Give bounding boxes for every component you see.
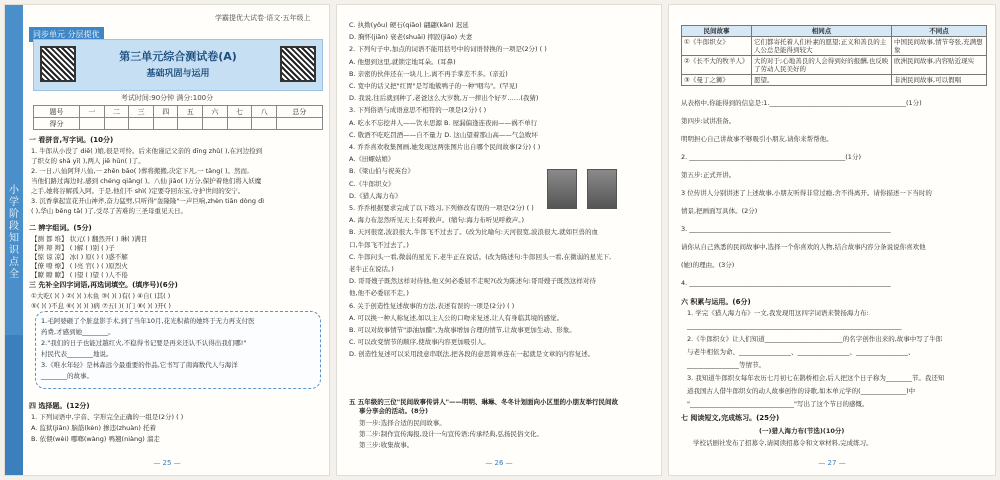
step-line: 第一步:选择合适的民间故事。 xyxy=(359,419,446,427)
choice-line: A. 监狱(jiān) 脑筋(kèn) 掺违(zhuàn) 托着 xyxy=(31,424,156,432)
score-entry-cell[interactable] xyxy=(153,118,178,130)
score-entry-cell[interactable] xyxy=(203,118,228,130)
accumulation-line: "________________________________"写出了这个节日的感慨。 xyxy=(687,400,869,408)
accumulation-line: 2.《牛郎织女》让人们知道________________________的名字创作出来的,故事中写了牛郎 xyxy=(687,335,943,343)
page-number: — 26 — xyxy=(485,459,513,467)
table-cell: 它们都寄托着人们朴素的愿望;正义和善良的主人公总是能得到较大 xyxy=(752,37,892,56)
score-header-cell: 五 xyxy=(178,106,203,118)
story-illustration-2 xyxy=(587,169,617,209)
score-entry-cell[interactable] xyxy=(276,118,322,130)
step-line: 第二步:制作宣传海报,设计一句宣传语;传承经典,弘扬民俗文化。 xyxy=(359,430,544,438)
table-cell: 大的对于;心地善良的人会得到好的报酬,也反映了劳动人民美好的 xyxy=(752,56,892,75)
box-sentence-line: 2."我们的日子也能过越红火,不稳得书记要是再来还认不认得出我们哪!" xyxy=(41,339,247,347)
choice-line: 1. 下列词语中,字音、字形完全正确的一组是(2分) ( ) xyxy=(31,413,184,421)
section-5-heading: 五 五年级的三位"民间故事传讲人"——明明、琳琳、冬冬计划面向小区里的小朋友举行民间故 xyxy=(349,398,619,406)
accumulation-line: 1. 学完《猎人海力布》一文,我发现用这四字词语来赞扬海力布: xyxy=(687,309,869,317)
table-cell: 欧洲民间故事,内容贴近现实 xyxy=(892,56,987,75)
story-illustration-1 xyxy=(547,169,577,209)
accumulation-line: 与老牛相依为命、________________、________________、________________、 xyxy=(687,348,915,356)
table-cell: 非洲民间故事,可以假唱 xyxy=(892,75,987,86)
step-line: 第三步:收集故事。 xyxy=(359,441,414,449)
question-line: B.《梁山伯与祝英台》 xyxy=(349,167,415,176)
box-sentence-line: 3.《唯水年轻》是林森远今最重要的作品,它书写了南海数代人与海洋 xyxy=(41,361,238,369)
spine-lower-block xyxy=(5,335,23,475)
question-line: ( ),华山 bēng tā( )了,受尽了苦难的三圣母重见天日。 xyxy=(31,207,187,215)
page-25 xyxy=(4,4,330,476)
question-line: C. 可以改变情节的顺序,使故事内容更加吸引人。 xyxy=(349,338,490,347)
question-line: C. 宽中的话又把"红胃"是写地簇鸭子的一种"咽鸟"。(罕见) xyxy=(349,82,518,90)
question-line: 老牛正在说话。) xyxy=(349,265,394,273)
score-entry-cell[interactable] xyxy=(178,118,203,130)
table-header-cell: 民间故事 xyxy=(682,26,752,37)
accumulation-line: __________________________________________________________________ xyxy=(687,322,902,330)
table-row xyxy=(682,75,987,86)
page-27 xyxy=(668,4,996,476)
table-header-cell: 相同点 xyxy=(752,26,892,37)
question-line: D. 哥哥嫂子既然这样对待他,他又何必委屈不走呢?(改为陈述句:哥哥嫂子既然这样对待 xyxy=(349,277,596,286)
question-line: 之手,她将谷解孤入阿。于是,他们不 shì( )定要夺回东宝,守护世间的安宁。 xyxy=(31,187,245,195)
accumulation-line: 3. 我知道牛郎织女每年农历七月初七在鹊桥相会,后人把这个日子称为________节。我还知 xyxy=(687,374,945,382)
answer-line: 4. ______________________________________________________________ xyxy=(681,279,891,287)
question-line: 当他们路过海边时,感到 chéng qiāng( )。八仙 jiāo( )万分,保护着他们将入妖魔 xyxy=(31,177,262,185)
section-5-heading-cont: 事分享会的活动。(8分) xyxy=(359,407,428,415)
section-4-heading: 四 选择题。(12分) xyxy=(29,402,90,410)
accumulation-line: ________________等情节。 xyxy=(687,361,765,369)
answer-line: (她)的理由。(3分) xyxy=(681,261,735,269)
question-line: B. 天河很宽,波浪很大,牛郎飞不过去了。(改为比喻句:天河很宽,波浪很大,就如巨兽的血 xyxy=(349,228,599,237)
score-header-cell: 四 xyxy=(153,106,178,118)
question-line: 了织女的 shā yī( ),两人 jiē hūn( )了。 xyxy=(31,157,145,165)
answer-line: 第四步:试讲准备。 xyxy=(681,117,736,125)
score-header-cell: 八 xyxy=(252,106,277,118)
answer-line: 3. ______________________________________________________________ xyxy=(681,225,891,233)
idiom-line: ①大吃( )( ) ②( )( )木鱼 ③( )( )有( ) ④自( )其( ) xyxy=(31,292,171,300)
score-header-cell: 题号 xyxy=(34,106,80,118)
score-entry-cell[interactable] xyxy=(252,118,277,130)
unit-tag: 同步单元 分层提优 xyxy=(29,27,104,42)
question-line: 2. 一日,八仙阿拜八仙,一 zhēn bāo( )葬将搬搬,决定下凡,一 tāng( )。然而, xyxy=(31,167,250,175)
section-3-heading: 三 先补全四字词语,再选词填空。(填序号)(6分) xyxy=(29,281,178,289)
question-line: 5. 乔乔根据要求完成了以下练习,下列修改有误的一项是(2分) ( ) xyxy=(349,204,534,212)
section-2-heading: 二 辨字组词。(5分) xyxy=(29,224,92,232)
question-line: D. 我说,往后就到种了,老爸这么大岁数,万一摔出个好歹……(我猜) xyxy=(349,94,539,103)
qr-code-icon xyxy=(280,46,316,82)
question-line: 2. 下列句子中,加点的词语不能用括号中的词语替换的一项是(2分) ( ) xyxy=(349,45,547,54)
test-meta: 考试时间:90分钟 满分:100分 xyxy=(120,94,214,102)
score-entry-cell[interactable] xyxy=(80,118,105,130)
question-line: A.《田螺姑娘》 xyxy=(349,155,395,164)
box-sentence-line: ________的故事。 xyxy=(41,372,93,380)
answer-line: 情景,把画面写具体。(2分) xyxy=(681,207,758,215)
title-banner xyxy=(33,39,323,91)
score-label-cell: 得分 xyxy=(34,118,80,130)
table-cell: ②《长不大的牧羊人》 xyxy=(682,56,752,75)
section-7-heading: 七 阅读短文,完成练习。(25分) xyxy=(681,414,780,422)
box-sentence-line: 1.毛阿婆砸了个脏盘影手术,到了当年10月,花光积蓄的她终于无力再支付医 xyxy=(41,317,255,325)
question-line: 他,他不必委屈不走。) xyxy=(349,289,409,298)
score-entry-cell[interactable] xyxy=(227,118,252,130)
score-header-cell: 总分 xyxy=(276,106,322,118)
answer-line: 第五步:正式开讲。 xyxy=(681,171,736,179)
question-line: 4. 乔乔喜欢收集图画,她发现这两张图片出自哪个民间故事(2分) ( ) xyxy=(349,143,541,151)
reading-instruction: 学校话剧社发布了招募令,请阅读招募令和文章材料,完成练习。 xyxy=(693,439,873,447)
accumulation-line: 道我国古人借牛郎织女的动人故事创作的诗歌,如本单元学的(______________)中 xyxy=(687,387,916,395)
score-entry-cell[interactable] xyxy=(129,118,154,130)
spine-bar xyxy=(5,5,23,475)
word-group-line: 【瞭 瞭 瞭】 ( )望 ( )望 ( )人不倦 xyxy=(31,271,128,279)
question-line: A. 海力布忽然听见天上有呼救声。(缩句:海力布听见呼救声。) xyxy=(349,216,524,225)
reading-title: (一)猎人海力布(节选)(10分) xyxy=(759,427,845,435)
question-line: 6. 关于创造性复述故事的方法,表述有误的一项是(2分) ( ) xyxy=(349,301,515,310)
answer-line: 3 位传讲人分别讲述了上述故事,小朋友听得非常过瘾,舍不得离开。请你描述一下当时的 xyxy=(681,189,932,197)
table-cell: 中国民间故事,情节夸张,充满想象 xyxy=(892,37,987,56)
word-group-line: 【僚 嘹 燎】 ( )亮 官( ) ( )原烈火 xyxy=(31,262,128,270)
choice-line: B. 依偎(wèi) 哪啷(wàng) 鸭翘(niàng) 溜走 xyxy=(31,435,160,443)
score-header-cell: 三 xyxy=(129,106,154,118)
test-title: 第三单元综合测试卷(A) xyxy=(119,50,237,63)
box-sentence-line: 药费,才感到她________。 xyxy=(41,328,115,336)
page-number: — 25 — xyxy=(153,459,181,467)
section-1-heading: 一 看拼音,写字词。(10分) xyxy=(29,136,114,144)
question-line: C. 牛郎问头一看,微弱的星光下,老牛正在说话。(改为陈述句:牛郎回头一看,在微弱的星光下, xyxy=(349,252,612,261)
question-line: C. 敬酒不吃吃罚酒——自不量力 D. 这山望着那山高——气急败坏 xyxy=(349,130,538,139)
score-header-cell: 一 xyxy=(80,106,105,118)
question-line: A. 吃水不忘挖井人——饮水思源 B. 屋漏偏逢连夜雨——祸不单行 xyxy=(349,118,538,127)
score-entry-cell[interactable] xyxy=(104,118,129,130)
score-header-cell: 七 xyxy=(227,106,252,118)
question-line: A. 可以换一种人称复述,如以主人公的口吻来复述,让人有身临其境的感觉。 xyxy=(349,313,564,322)
score-header-cell: 二 xyxy=(104,106,129,118)
question-line: D. 创造性复述可以采用段意串联法,把各段的意思简单连在一起就是文章的内容复述。 xyxy=(349,350,595,359)
score-table xyxy=(33,105,323,130)
question-line: C. 执拗(yǒu) 硬石(qiāo) 翩翩(kǎn) 迟延 xyxy=(349,21,469,29)
question-line: D.《猎人海力布》 xyxy=(349,191,402,200)
table-row xyxy=(682,56,987,75)
word-group-line: 【测 都 堆】 状元( ) 翻然开( ) 琳( )满目 xyxy=(31,235,148,243)
table-cell: ①《牛郎织女》 xyxy=(682,37,752,56)
question-line: C.《牛郎织女》 xyxy=(349,179,395,188)
table-cell: ③《曼丁之狮》 xyxy=(682,75,752,86)
page-26 xyxy=(336,4,662,476)
question-line: D. 胸怀(jiān) 衰老(shuāi) 摔跤(jiāo) 夫妻 xyxy=(349,33,473,42)
story-comparison-table xyxy=(681,25,987,86)
question-line: A. 他想到这里,就锁定地耳朵。(耳鼻) xyxy=(349,57,456,66)
question-line: 1. 牛郎从小没了 diē( )娘,很是可怜。后来他谨记父亲的 dīng zhǔ( ),在河边捡到 xyxy=(31,147,263,155)
running-header: 学霸提优大试卷·语文·五年级上 xyxy=(215,14,311,22)
answer-line: 从表格中,你能得到的信息是:1.__________________________________________(1分) xyxy=(681,99,922,107)
answer-line: 2. ________________________________________________(1分) xyxy=(681,153,861,161)
table-header-cell: 不同点 xyxy=(892,26,987,37)
score-header-cell: 六 xyxy=(203,106,228,118)
page-number: — 27 — xyxy=(818,459,846,467)
idiom-line: ⑤( )( )不息 ⑥( )( )( )病 ⑦五( )( )门 ⑧( )( )开( ) xyxy=(31,302,171,310)
section-6-heading: 六 积累与运用。(6分) xyxy=(681,298,751,306)
question-line: B. 亲密的伙伴还在一块儿上,离不再手掌差不多。(亲近) xyxy=(349,69,508,78)
test-subtitle: 基础巩固与运用 xyxy=(146,69,210,79)
question-line: 3. 下列俗语与成语意思不相符的一项是(2分) ( ) xyxy=(349,106,487,115)
spine-text: 小学阶段知识点全 xyxy=(9,185,19,280)
question-line: 口,牛郎飞不过去了。) xyxy=(349,240,409,249)
word-group-line: 【惊 谅 凉】 冰( ) 原( ) ( )惑不解 xyxy=(31,253,128,261)
question-line: 3. 沉香拿起宣花开山神斧,奋力猛劈,只听得"轰隆隆"一声巨响,zhèn tiān dòng dì xyxy=(31,197,265,205)
answer-line: 明明担心自己讲故事不够吸引小朋友,请你来帮帮他。 xyxy=(681,135,833,143)
word-group-line: 【辨 辩 辫】 ( )解 ( )别 ( )子 xyxy=(31,244,115,252)
table-cell: 愿望。 xyxy=(752,75,892,86)
question-line: B. 可以对故事情节"添油加醋",为故事增加合理的情节,让故事更加生动、形象。 xyxy=(349,326,576,334)
qr-code-icon xyxy=(40,46,76,82)
box-sentence-line: 村民代表________地说。 xyxy=(41,350,113,358)
answer-line: 请你从自己熟悉的民间故事中,选择一个你喜欢的人物,结合故事内容分条说说你喜欢他 xyxy=(681,243,926,251)
table-row xyxy=(682,37,987,56)
